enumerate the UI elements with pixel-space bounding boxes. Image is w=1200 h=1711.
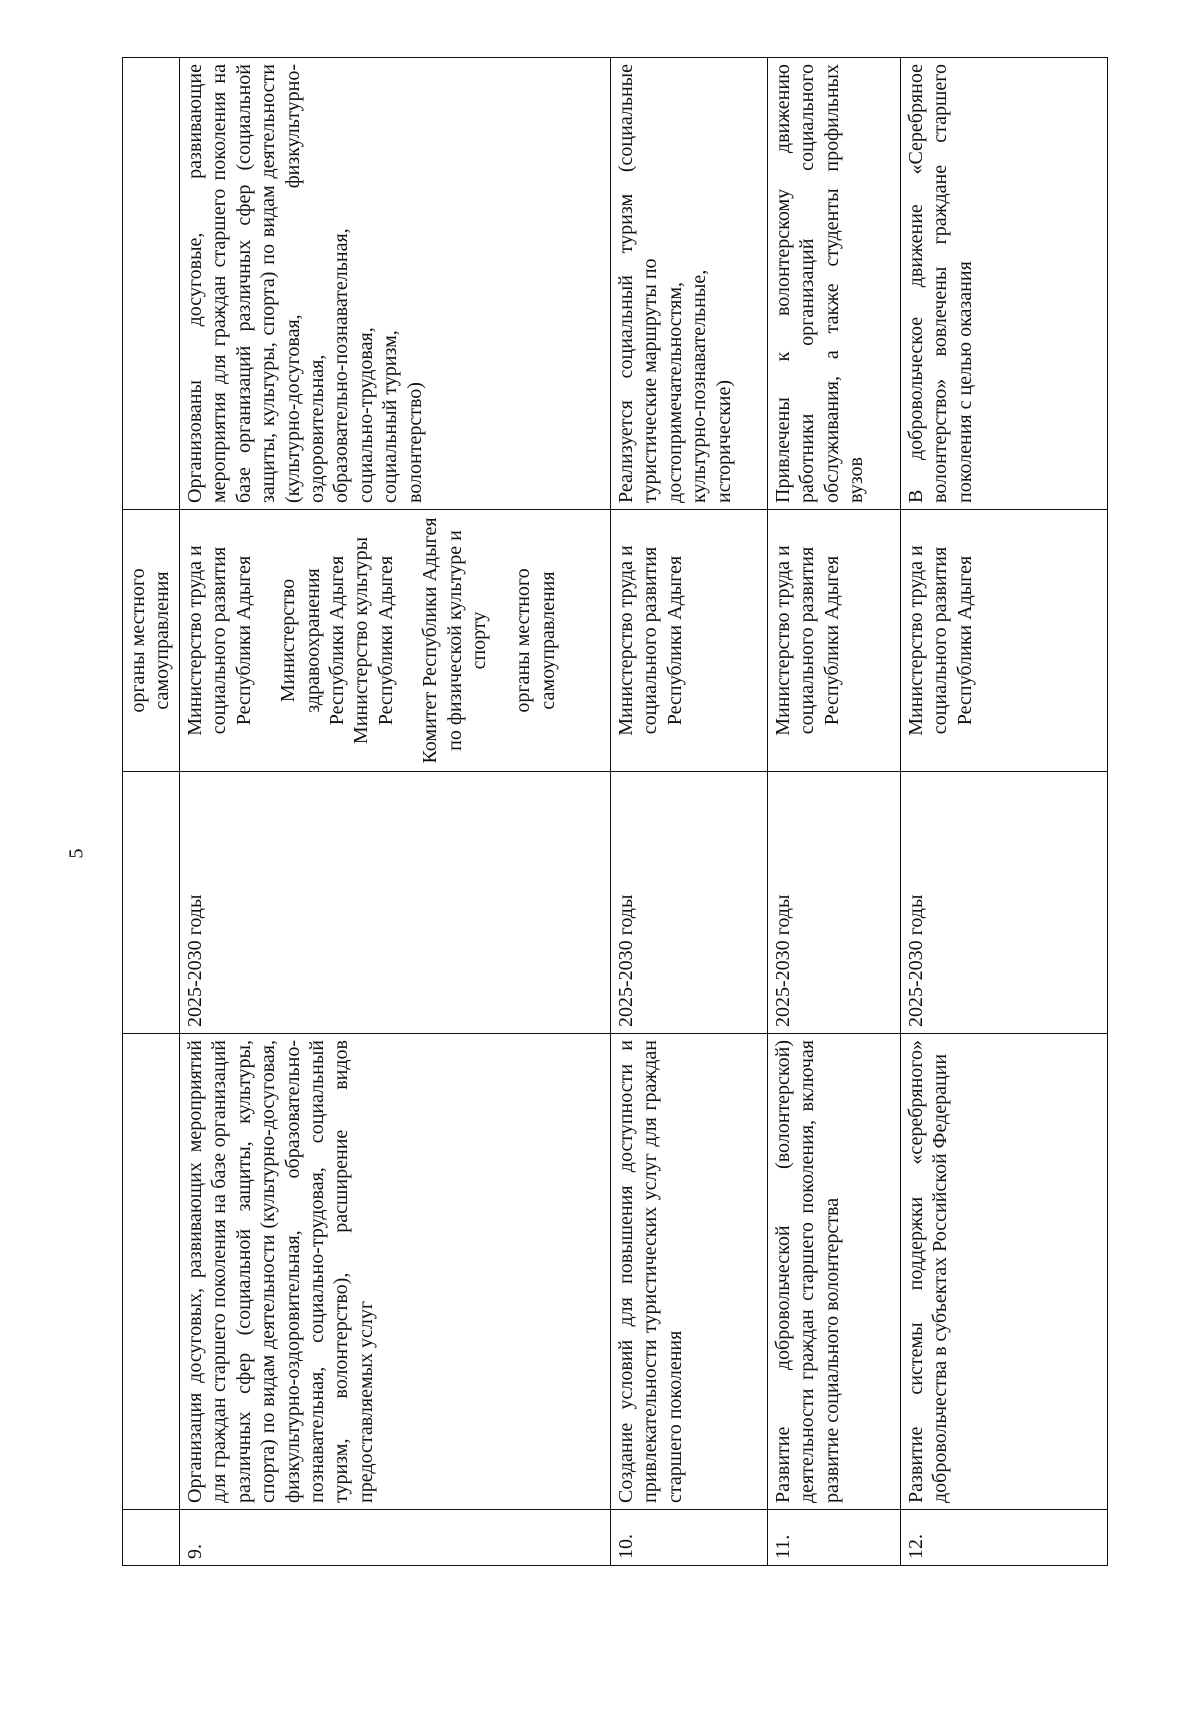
table-row bbox=[768, 58, 901, 1566]
action-plan-table bbox=[122, 57, 1108, 1566]
cell-num: 9. bbox=[180, 1510, 611, 1566]
cell-result: Привлечены к волонтерскому движению работники организаций социального обслуживания, а также студенты профильных вузов bbox=[768, 58, 901, 510]
cell-activity: Создание условий для повышения доступности и привлекательности туристических услуг для граждан старшего поколения bbox=[611, 1034, 768, 1510]
cell-num: 11. bbox=[768, 1510, 901, 1566]
result-line: образовательно-познавательная, bbox=[330, 228, 353, 503]
cell-responsible: Министерство труда и социального развития Республики Адыгея bbox=[901, 510, 1108, 772]
cell-responsible bbox=[180, 510, 611, 772]
cell-term: 2025-2030 годы bbox=[611, 772, 768, 1034]
responsible-org: Министерство труда и социального развития Республики Адыгея bbox=[184, 545, 255, 736]
table-row bbox=[611, 58, 768, 1566]
responsible-org: органы местного самоуправления bbox=[512, 568, 559, 713]
cell-term bbox=[123, 772, 180, 1034]
table-row bbox=[180, 58, 611, 1566]
cell-activity bbox=[123, 1034, 180, 1510]
responsible-org: Министерство здравоохранения Республики Адыгея bbox=[277, 555, 348, 726]
cell-responsible: Министерство труда и социального развития Республики Адыгея bbox=[768, 510, 901, 772]
table-row bbox=[901, 58, 1108, 1566]
cell-num: 12. bbox=[901, 1510, 1108, 1566]
cell-term: 2025-2030 годы bbox=[901, 772, 1108, 1034]
result-line: социальный туризм, bbox=[379, 330, 402, 503]
responsible-org: Комитет Республики Адыгея по физической культуре и спорту bbox=[419, 517, 490, 764]
result-line: достопримечательностям, bbox=[663, 281, 686, 503]
result-line: Реализуется социальный туризм (социальные туристические маршруты по bbox=[615, 64, 662, 503]
cell-result bbox=[123, 58, 180, 510]
cell-activity: Развитие системы поддержки «серебряного» добровольчества в субъектах Российской Федерации bbox=[901, 1034, 1108, 1510]
table-row-continued bbox=[123, 58, 180, 1566]
result-line: исторические) bbox=[712, 379, 735, 503]
responsible-org: Министерство культуры Республики Адыгея bbox=[350, 536, 397, 745]
cell-term: 2025-2030 годы bbox=[768, 772, 901, 1034]
cell-activity: Развитие добровольческой (волонтерской) деятельности граждан старшего поколения, включая развитие социального волонтерства bbox=[768, 1034, 901, 1510]
cell-activity: Организация досуговых, развивающих мероприятий для граждан старшего поколения на базе организаций различных сфер (социальной защиты, культуры, спорта) по видам деятельности (культурно-досуговая, физкультурно-оздоровительная, образовательно-познавательная, социально-трудовая, социальный туризм, волонтерство), расширение видов предоставляемых услуг bbox=[180, 1034, 611, 1510]
cell-term: 2025-2030 годы bbox=[180, 772, 611, 1034]
cell-result bbox=[611, 58, 768, 510]
result-line: волонтерство) bbox=[403, 382, 426, 503]
page-number: 5 bbox=[65, 848, 88, 859]
cell-num: 10. bbox=[611, 1510, 768, 1566]
result-line: социально-трудовая, bbox=[354, 327, 377, 503]
result-line: Организованы досуговые, развивающие мероприятия для граждан старшего поколения на базе организаций различных сфер (социальной защиты, культуры, спорта) по видам деятельности (культурно-досуговая, физкультурно-оздоровительная, bbox=[184, 64, 328, 503]
cell-responsible: Министерство труда и социального развития Республики Адыгея bbox=[611, 510, 768, 772]
result-line: культурно-познавательные, bbox=[688, 269, 711, 503]
cell-num bbox=[123, 1510, 180, 1566]
cell-result: В добровольческое движение «Серебряное волонтерство» вовлечены граждане старшего поколения с целью оказания bbox=[901, 58, 1108, 510]
cell-result bbox=[180, 58, 611, 510]
rotated-page-content bbox=[122, 58, 1072, 1566]
cell-responsible: органы местного самоуправления bbox=[123, 510, 180, 772]
